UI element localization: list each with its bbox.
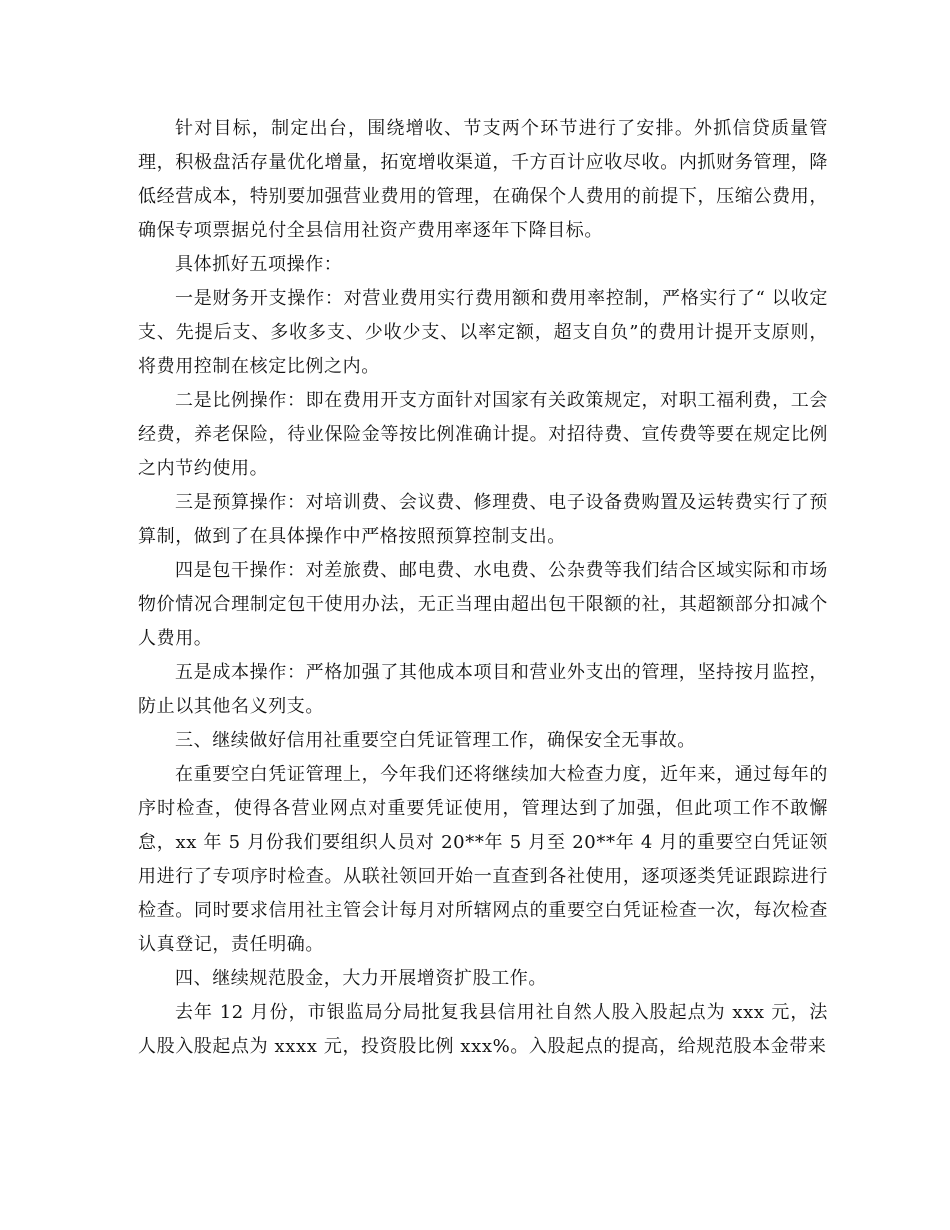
paragraph-cost-operation: 五是成本操作：严格加强了其他成本项目和营业外支出的管理，坚持按月监控，防止以其他名义列支。 [138,662,828,717]
paragraph-budget-operation: 三是预算操作：对培训费、会议费、修理费、电子设备费购置及运转费实行了预算制，做到了在具体操作中严格按照预算控制支出。 [138,492,828,547]
document-body [138,112,828,1064]
paragraph-five-operations-intro: 具体抓好五项操作： [175,254,343,275]
heading-share-capital: 四、继续规范股金，大力开展增资扩股工作。 [175,968,547,989]
paragraph-financial-expenditure: 一是财务开支操作：对营业费用实行费用额和费用率控制，严格实行了“ 以收定支、先提后支、多收多支、少收少支、以率定额，超支自负”的费用计提开支原则，将费用控制在核定比例之内。 [138,288,828,377]
paragraph-ratio-operation: 二是比例操作：即在费用开支方面针对国家有关政策规定，对职工福利费，工会经费，养老保险，待业保险金等按比例准确计提。对招待费、宣传费等要在规定比例之内节约使用。 [138,390,828,479]
paragraph-expense-targets: 针对目标，制定出台，围绕增收、节支两个环节进行了安排。外抓信贷质量管理，积极盘活存量优化增量，拓宽增收渠道，千方百计应收尽收。内抓财务管理，降低经营成本，特别要加强营业费用的管理，在确保个人费用的前提下，压缩公费用，确保专项票据兑付全县信用社资产费用率逐年下降目标。 [138,118,828,241]
paragraph-voucher-inspection: 在重要空白凭证管理上，今年我们还将继续加大检查力度，近年来，通过每年的序时检查，使得各营业网点对重要凭证使用，管理达到了加强，但此项工作不敢懈怠，xx 年 5 月份我们要组织人员对 20**年 5 月至 20**年 4 月的重要空白凭证领用进行了专项序时检查。从联社领回开始一直查到各社使用，逐项逐类凭证跟踪进行检查。同时要求信用社主管会计每月对所辖网点的重要空白凭证检查一次，每次检查认真登记，责任明确。 [138,764,828,955]
heading-blank-voucher-management: 三、继续做好信用社重要空白凭证管理工作，确保安全无事故。 [175,730,696,751]
paragraph-contract-operation: 四是包干操作：对差旅费、邮电费、水电费、公杂费等我们结合区域实际和市场物价情况合理制定包干使用办法，无正当理由超出包干限额的社，其超额部分扣减个人费用。 [138,560,828,649]
paragraph-share-threshold: 去年 12 月份，市银监局分局批复我县信用社自然人股入股起点为 xxx 元，法人股入股起点为 xxxx 元，投资股比例 xxx%。入股起点的提高，给规范股本金带来 [138,1002,828,1057]
